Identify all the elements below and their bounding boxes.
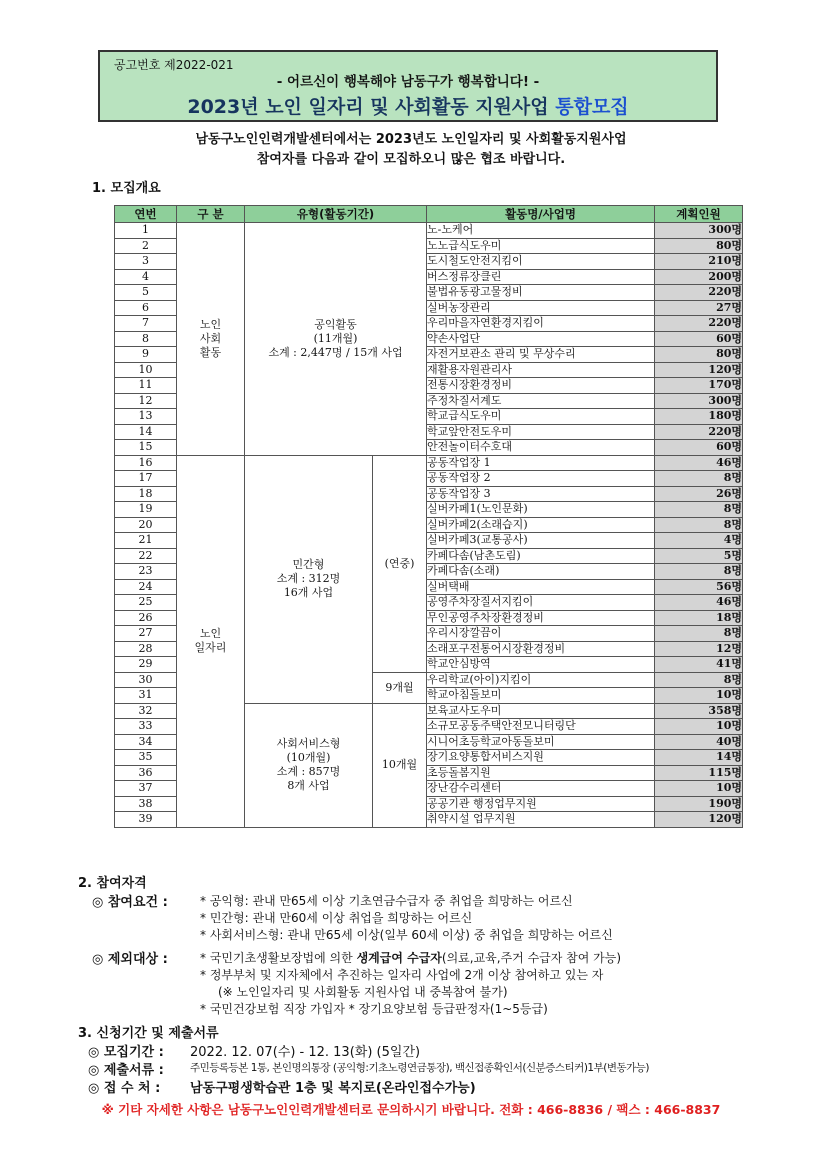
activity-name: 실버카페2(소래습지) — [427, 517, 655, 533]
planned-count: 41명 — [655, 657, 743, 673]
planned-count: 4명 — [655, 533, 743, 549]
exclusion-text: (의료,교육,주거 수급자 참여 가능) — [441, 951, 622, 965]
activity-name: 장난감수리센터 — [427, 781, 655, 797]
planned-count: 190명 — [655, 796, 743, 812]
planned-count: 14명 — [655, 750, 743, 766]
table-header-row — [115, 206, 743, 223]
row-number: 23 — [115, 564, 177, 580]
row-number: 2 — [115, 238, 177, 254]
row-number: 19 — [115, 502, 177, 518]
planned-count: 60명 — [655, 331, 743, 347]
row-number: 20 — [115, 517, 177, 533]
activity-name: 불법유동광고물정비 — [427, 285, 655, 301]
planned-count: 170명 — [655, 378, 743, 394]
period-label: ◎ 모집기간 : — [88, 1045, 164, 1060]
row-number: 38 — [115, 796, 177, 812]
recruitment-table — [114, 205, 743, 828]
activity-name: 실버카페1(노인문화) — [427, 502, 655, 518]
exclusion-item: * 정부부처 및 지자체에서 추진하는 일자리 사업에 2개 이상 참여하고 있는 자 — [200, 968, 604, 982]
planned-count: 10명 — [655, 781, 743, 797]
activity-name: 재활용자원관리사 — [427, 362, 655, 378]
row-number: 31 — [115, 688, 177, 704]
activity-name: 노노급식도우미 — [427, 238, 655, 254]
notice-number: 공고번호 제2022-021 — [114, 58, 234, 72]
page-title — [100, 92, 716, 119]
header-type: 유형(활동기간) — [245, 206, 427, 223]
planned-count: 60명 — [655, 440, 743, 456]
exclusion-item — [200, 949, 621, 966]
planned-count: 200명 — [655, 269, 743, 285]
exclusion-emphasis: 생계급여 수급자 — [356, 951, 442, 965]
activity-name: 우리학교(아이)지킴이 — [427, 672, 655, 688]
requirement-item: * 민간형: 관내 만60세 이상 취업을 희망하는 어르신 — [200, 911, 473, 925]
row-number: 4 — [115, 269, 177, 285]
planned-count: 5명 — [655, 548, 743, 564]
type-social-service: 사회서비스형 (10개월) 소계 : 857명 8개 사업 — [245, 703, 373, 827]
planned-count: 40명 — [655, 734, 743, 750]
activity-name: 우리시장깔끔이 — [427, 626, 655, 642]
row-number: 34 — [115, 734, 177, 750]
title-main: 2023년 노인 일자리 및 사회활동 지원사업 — [187, 96, 556, 118]
contact-footer: ※ 기타 자세한 사항은 남동구노인인력개발센터로 문의하시기 바랍니다. 전화 : 466-8836 / 팩스 : 466-8837 — [101, 1102, 721, 1117]
planned-count: 10명 — [655, 688, 743, 704]
slogan: - 어르신이 행복해야 남동구가 행복합니다! - — [276, 74, 540, 90]
intro-line-2: 참여자를 다음과 같이 모집하오니 많은 협조 바랍니다. — [256, 152, 566, 167]
type-private: 민간형 소계 : 312명 16개 사업 — [245, 455, 373, 703]
planned-count: 10명 — [655, 719, 743, 735]
activity-name: 자전거보관소 관리 및 무상수리 — [427, 347, 655, 363]
row-number: 30 — [115, 672, 177, 688]
row-number: 6 — [115, 300, 177, 316]
row-number: 24 — [115, 579, 177, 595]
row-number: 35 — [115, 750, 177, 766]
activity-name: 취약시설 업무지원 — [427, 812, 655, 828]
requirements-label: ◎ 참여요건 : — [92, 895, 168, 910]
activity-name: 실버카페3(교통공사) — [427, 533, 655, 549]
activity-name: 학교급식도우미 — [427, 409, 655, 425]
row-number: 25 — [115, 595, 177, 611]
planned-count: 27명 — [655, 300, 743, 316]
planned-count: 80명 — [655, 347, 743, 363]
announcement-banner — [98, 50, 718, 122]
category-social-activity: 노인 사회 활동 — [177, 223, 245, 456]
planned-count: 220명 — [655, 285, 743, 301]
planned-count: 120명 — [655, 812, 743, 828]
activity-name: 안전놀이터수호대 — [427, 440, 655, 456]
planned-count: 300명 — [655, 393, 743, 409]
period-nine-months: 9개월 — [373, 672, 427, 703]
table-row — [115, 223, 743, 239]
row-number: 18 — [115, 486, 177, 502]
activity-name: 공동작업장 3 — [427, 486, 655, 502]
activity-name: 공동작업장 1 — [427, 455, 655, 471]
activity-name: 실버농장관리 — [427, 300, 655, 316]
planned-count: 180명 — [655, 409, 743, 425]
row-number: 5 — [115, 285, 177, 301]
planned-count: 80명 — [655, 238, 743, 254]
activity-name: 시니어초등학교아동돌보미 — [427, 734, 655, 750]
section-3-heading: 3. 신청기간 및 제출서류 — [78, 1026, 219, 1041]
activity-name: 장기요양통합서비스지원 — [427, 750, 655, 766]
row-number: 17 — [115, 471, 177, 487]
period-value: 2022. 12. 07(수) - 12. 13(화) (5일간) — [190, 1045, 421, 1060]
activity-name: 학교아침돌보미 — [427, 688, 655, 704]
activity-name: 실버택배 — [427, 579, 655, 595]
row-number: 1 — [115, 223, 177, 239]
section-2-heading: 2. 참여자격 — [78, 876, 147, 891]
header-activity: 활동명/사업명 — [427, 206, 655, 223]
row-number: 27 — [115, 626, 177, 642]
row-number: 26 — [115, 610, 177, 626]
exclusion-item: * 국민건강보험 직장 가입자 * 장기요양보험 등급판정자(1~5등급) — [200, 1002, 548, 1016]
table-row — [115, 455, 743, 471]
planned-count: 12명 — [655, 641, 743, 657]
header-category: 구 분 — [177, 206, 245, 223]
row-number: 13 — [115, 409, 177, 425]
row-number: 8 — [115, 331, 177, 347]
period-year-round: (연중) — [373, 455, 427, 672]
row-number: 3 — [115, 254, 177, 270]
row-number: 22 — [115, 548, 177, 564]
activity-name: 약손사업단 — [427, 331, 655, 347]
requirement-item: * 공익형: 관내 만65세 이상 기초연금수급자 중 취업을 희망하는 어르신 — [200, 894, 573, 908]
planned-count: 358명 — [655, 703, 743, 719]
planned-count: 210명 — [655, 254, 743, 270]
planned-count: 46명 — [655, 595, 743, 611]
row-number: 11 — [115, 378, 177, 394]
row-number: 9 — [115, 347, 177, 363]
planned-count: 120명 — [655, 362, 743, 378]
activity-name: 초등돌봄지원 — [427, 765, 655, 781]
activity-name: 카페다솜(소래) — [427, 564, 655, 580]
section-1-heading: 1. 모집개요 — [92, 181, 161, 196]
planned-count: 8명 — [655, 672, 743, 688]
row-number: 33 — [115, 719, 177, 735]
type-public-interest: 공익활동 (11개월) 소계 : 2,447명 / 15개 사업 — [245, 223, 427, 456]
planned-count: 8명 — [655, 564, 743, 580]
activity-name: 우리마을자연환경지킴이 — [427, 316, 655, 332]
period-ten-months: 10개월 — [373, 703, 427, 827]
row-number: 12 — [115, 393, 177, 409]
planned-count: 8명 — [655, 517, 743, 533]
activity-name: 공영주차장질서지킴이 — [427, 595, 655, 611]
activity-name: 전통시장환경정비 — [427, 378, 655, 394]
requirement-item: * 사회서비스형: 관내 만65세 이상(일부 60세 이상) 중 취업을 희망하는 어르신 — [200, 928, 613, 942]
planned-count: 8명 — [655, 626, 743, 642]
activity-name: 버스정류장클린 — [427, 269, 655, 285]
planned-count: 56명 — [655, 579, 743, 595]
planned-count: 8명 — [655, 502, 743, 518]
row-number: 39 — [115, 812, 177, 828]
row-number: 10 — [115, 362, 177, 378]
intro-line-1: 남동구노인인력개발센터에서는 2023년도 노인일자리 및 사회활동지원사업 — [195, 132, 627, 147]
planned-count: 26명 — [655, 486, 743, 502]
row-number: 37 — [115, 781, 177, 797]
row-number: 36 — [115, 765, 177, 781]
documents-label: ◎ 제출서류 : — [88, 1063, 164, 1078]
activity-name: 카페다솜(남촌도림) — [427, 548, 655, 564]
row-number: 32 — [115, 703, 177, 719]
category-elderly-jobs: 노인 일자리 — [177, 455, 245, 827]
row-number: 28 — [115, 641, 177, 657]
row-number: 14 — [115, 424, 177, 440]
planned-count: 46명 — [655, 455, 743, 471]
reception-value: 남동구평생학습관 1층 및 복지로(온라인접수가능) — [190, 1081, 476, 1096]
row-number: 29 — [115, 657, 177, 673]
activity-name: 학교앞안전도우미 — [427, 424, 655, 440]
planned-count: 18명 — [655, 610, 743, 626]
row-number: 21 — [115, 533, 177, 549]
activity-name: 소래포구전통어시장환경정비 — [427, 641, 655, 657]
activity-name: 공공기관 행정업무지원 — [427, 796, 655, 812]
activity-name: 도시철도안전지킴이 — [427, 254, 655, 270]
planned-count: 220명 — [655, 316, 743, 332]
activity-name: 노-노케어 — [427, 223, 655, 239]
row-number: 15 — [115, 440, 177, 456]
header-no: 연번 — [115, 206, 177, 223]
documents-value: 주민등록등본 1통, 본인명의통장 (공익형:기초노령연금통장), 백신접종확인서(신분증스티커)1부(변동가능) — [190, 1062, 650, 1074]
row-number: 16 — [115, 455, 177, 471]
activity-name: 보육교사도우미 — [427, 703, 655, 719]
title-highlight: 통합모집 — [555, 96, 629, 118]
planned-count: 8명 — [655, 471, 743, 487]
activity-name: 주정차질서계도 — [427, 393, 655, 409]
exclusion-text: * 국민기초생활보장법에 의한 — [200, 951, 357, 965]
reception-label: ◎ 접 수 처 : — [88, 1081, 161, 1096]
activity-name: 무인공영주차장환경정비 — [427, 610, 655, 626]
exclusions-label: ◎ 제외대상 : — [92, 952, 168, 967]
planned-count: 220명 — [655, 424, 743, 440]
activity-name: 공동작업장 2 — [427, 471, 655, 487]
exclusion-note: (※ 노인일자리 및 사회활동 지원사업 내 중복참여 불가) — [218, 985, 508, 999]
header-count: 계획인원 — [655, 206, 743, 223]
activity-name: 소규모공동주택안전모니터링단 — [427, 719, 655, 735]
planned-count: 300명 — [655, 223, 743, 239]
row-number: 7 — [115, 316, 177, 332]
planned-count: 115명 — [655, 765, 743, 781]
activity-name: 학교안심방역 — [427, 657, 655, 673]
